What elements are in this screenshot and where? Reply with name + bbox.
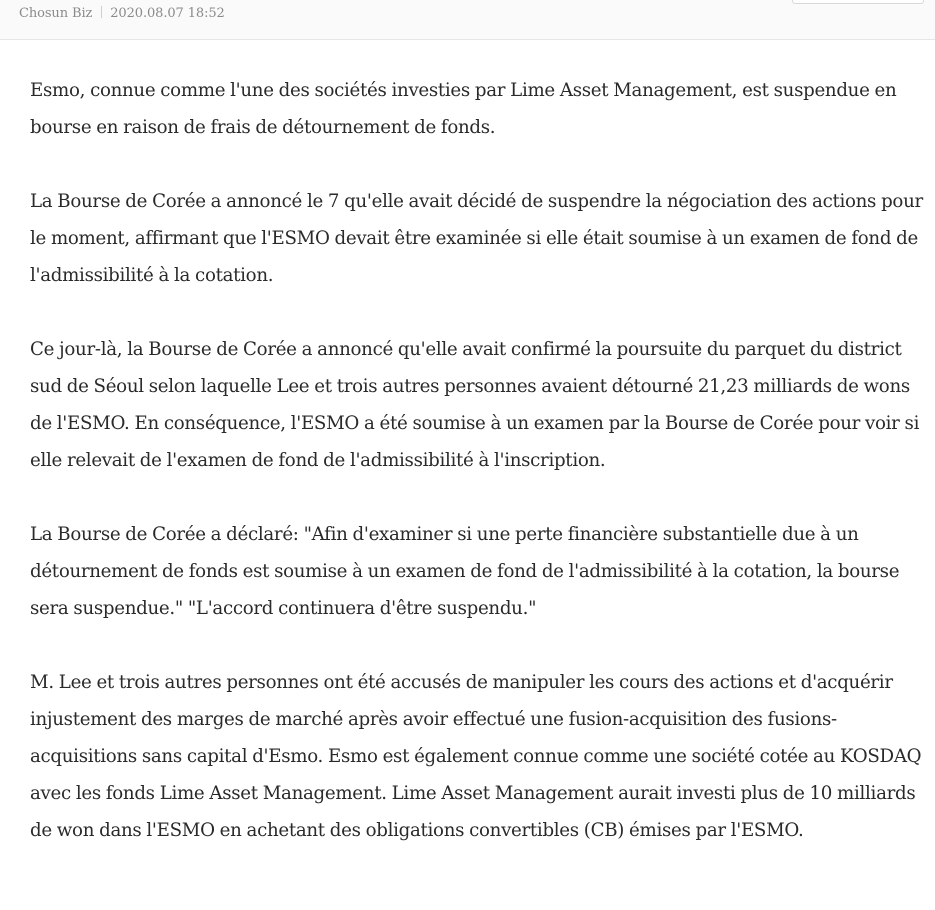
article-meta	[19, 6, 225, 21]
article-paragraph: Esmo, connue comme l'une des sociétés investies par Lime Asset Management, est suspendue en bourse en raison de frais de détournement de fonds.	[30, 80, 897, 138]
source-name: Chosun Biz	[19, 6, 93, 21]
article-meta-bar	[0, 0, 935, 40]
article-paragraph: La Bourse de Corée a annoncé le 7 qu'elle avait décidé de suspendre la négociation des actions pour le moment, affirmant que l'ESMO devait être examinée si elle était soumise à un examen de fond de l'admissibilité à la cotation.	[30, 191, 923, 286]
article-paragraph: La Bourse de Corée a déclaré: "Afin d'examiner si une perte financière substantielle due à un détournement de fonds est soumise à un examen de fond de l'admissibilité à la cotation, la bourse sera suspendue." "L'accord continuera d'être suspendu."	[30, 524, 900, 619]
article-paragraph: Ce jour-là, la Bourse de Corée a annoncé qu'elle avait confirmé la poursuite du parquet du district sud de Séoul selon laquelle Lee et trois autres personnes avaient détourné 21,23 milliards de wons de l'ESMO. En conséquence, l'ESMO a été soumise à un examen par la Bourse de Corée pour voir si elle relevait de l'examen de fond de l'admissibilité à l'inscription.	[30, 339, 920, 471]
article-body	[30, 72, 925, 886]
corner-button[interactable]	[792, 0, 924, 4]
meta-divider	[101, 6, 102, 18]
publish-datetime: 2020.08.07 18:52	[110, 6, 225, 21]
article-paragraph: M. Lee et trois autres personnes ont été accusés de manipuler les cours des actions et d'acquérir injustement des marges de marché après avoir effectué une fusion-acquisition des fusions-acquisitions sans capital d'Esmo. Esmo est également connue comme une société cotée au KOSDAQ avec les fonds Lime Asset Management. Lime Asset Management aurait investi plus de 10 milliards de won dans l'ESMO en achetant des obligations convertibles (CB) émises par l'ESMO.	[30, 672, 922, 841]
